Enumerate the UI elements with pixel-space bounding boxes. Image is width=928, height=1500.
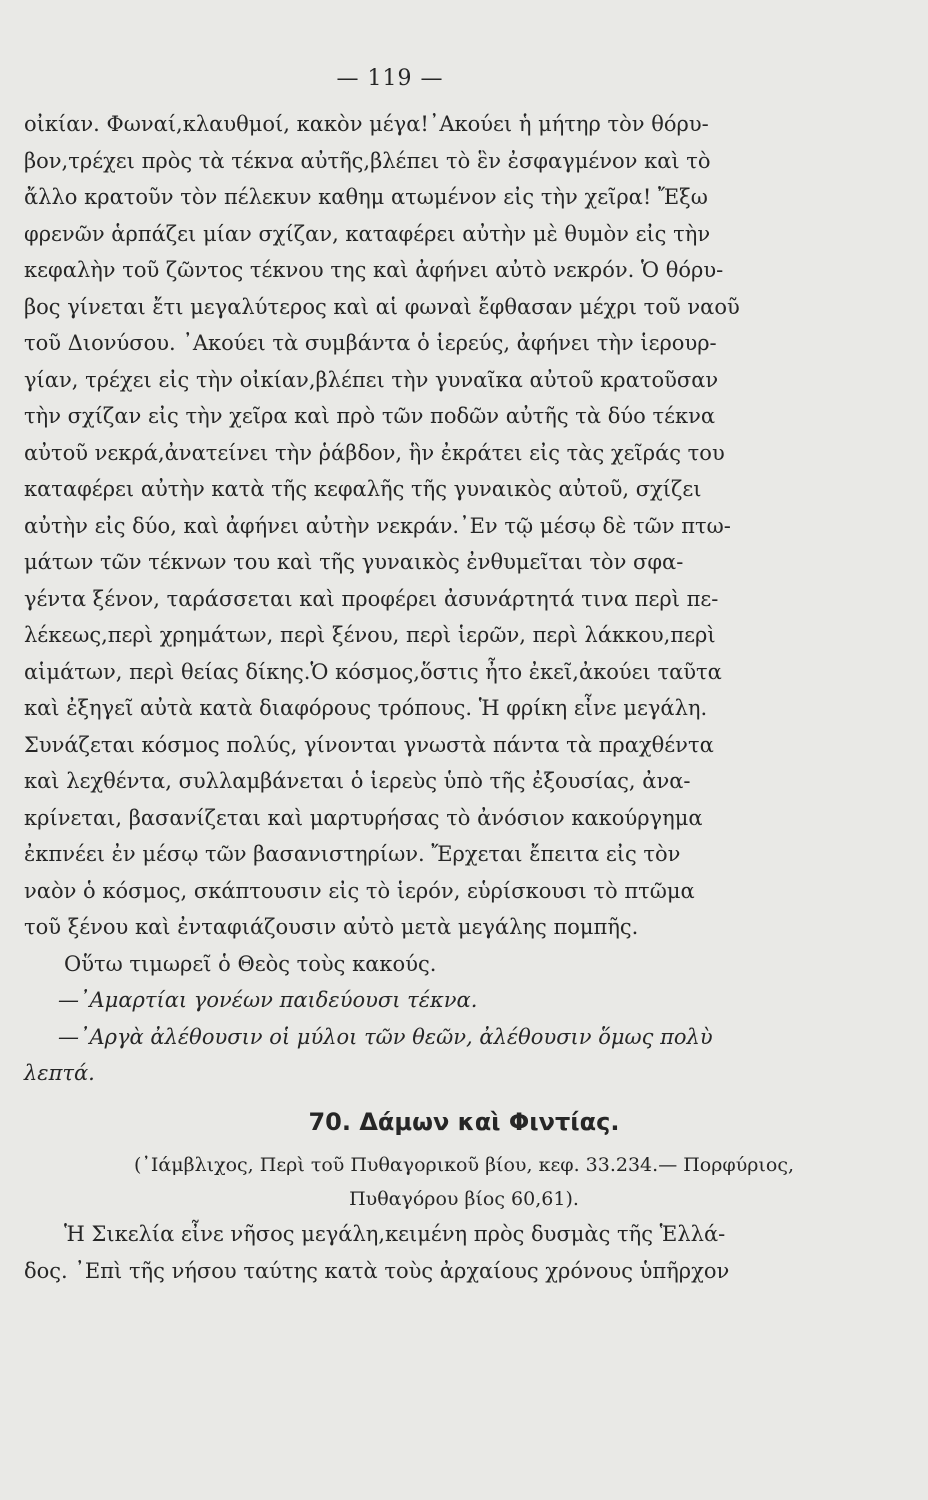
text-line: μάτων τῶν τέκνων του καὶ τῆς γυναικὸς ἐνθυμεῖται τὸν σφα- (24, 550, 684, 574)
text-line: βος γίνεται ἔτι μεγαλύτερος καὶ αἱ φωναὶ ἔφθασαν μέχρι τοῦ ναοῦ (24, 294, 740, 319)
text-line: αὐτοῦ νεκρά,ἀνατείνει τὴν ῥάβδον, ἣν ἐκράτει εἰς τὰς χεῖράς του (24, 440, 725, 465)
text-line: βον,τρέχει πρὸς τὰ τέκνα αὐτῆς,βλέπει τὸ ἓν ἐσφαγμένον καὶ τὸ (24, 148, 711, 173)
text-line: τὴν σχίζαν εἰς τὴν χεῖρα καὶ πρὸ τῶν ποδῶν αὐτῆς τὰ δύο τέκνα (24, 404, 716, 428)
text-line: κρίνεται, βασανίζεται καὶ μαρτυρήσας τὸ ἀνόσιον κακούργημα (24, 805, 703, 830)
moral-line: Οὕτω τιμωρεῖ ὁ Θεὸς τοὺς κακούς. (64, 951, 437, 976)
text-line: καὶ ἐξηγεῖ αὐτὰ κατὰ διαφόρους τρόπους. Ἡ φρίκη εἶνε μεγάλη. (24, 696, 708, 720)
text-line: κεφαλὴν τοῦ ζῶντος τέκνου της καὶ ἀφήνει αὐτὸ νεκρόν. Ὁ θόρυ- (24, 258, 724, 282)
new-story-text (24, 1216, 804, 1289)
text-line: λέκεως,περὶ χρημάτων, περὶ ξένου, περὶ ἱερῶν, περὶ λάκκου,περὶ (24, 623, 716, 647)
text-line: οἰκίαν. Φωναί,κλαυθμοί, κακὸν μέγα!᾽Ακούει ἡ μήτηρ τὸν θόρυ- (24, 112, 709, 136)
text-line: δος. ᾽Επὶ τῆς νήσου ταύτης κατὰ τοὺς ἀρχαίους χρόνους ὑπῆρχον (24, 1258, 730, 1283)
text-line: ἄλλο κρατοῦν τὸν πέλεκυν καθημ ατωμένον εἰς τὴν χεῖρα! Ἔξω (24, 185, 708, 209)
source-line-1: (᾽Ιάμβλιχος, Περὶ τοῦ Πυθαγορικοῦ βίου, κεφ. 33.234.— Πορφύριος, (134, 1154, 794, 1176)
proverb-1: —᾽Αμαρτίαι γονέων παιδεύουσι τέκνα. (58, 988, 478, 1012)
proverb-2-continuation: λεπτά. (24, 1061, 95, 1085)
text-line: γίαν, τρέχει εἰς τὴν οἰκίαν,βλέπει τὴν γυναῖκα αὐτοῦ κρατοῦσαν (24, 367, 719, 392)
text-line: Ἡ Σικελία εἶνε νῆσος μεγάλη,κειμένη πρὸς δυσμὰς τῆς Ἑλλά- (64, 1222, 726, 1246)
page-number: — 119 — (336, 66, 444, 91)
text-line: Συνάζεται κόσμος πολύς, γίνονται γνωστὰ πάντα τὰ πραχθέντα (24, 732, 714, 757)
text-line: τοῦ Διονύσου. ᾽Ακούει τὰ συμβάντα ὁ ἱερεύς, ἀφήνει τὴν ἱερουρ- (24, 331, 717, 355)
text-line: καταφέρει αὐτὴν κατὰ τῆς κεφαλῆς τῆς γυναικὸς αὐτοῦ, σχίζει (24, 477, 702, 501)
text-line: αὐτὴν εἰς δύο, καὶ ἀφήνει αὐτὴν νεκράν.᾽Εν τῷ μέσῳ δὲ τῶν πτω- (24, 513, 731, 538)
story-text (24, 106, 804, 1092)
section-title: 70. Δάμων καὶ Φιντίας. (308, 1108, 620, 1136)
text-line: γέντα ξένον, ταράσσεται καὶ προφέρει ἀσυνάρτητά τινα περὶ πε- (24, 586, 719, 611)
text-line: ἐκπνέει ἐν μέσῳ τῶν βασανιστηρίων. Ἔρχεται ἔπειτα εἰς τὸν (24, 842, 681, 866)
text-line: τοῦ ξένου καὶ ἐνταφιάζουσιν αὐτὸ μετὰ μεγάλης πομπῆς. (24, 915, 639, 939)
source-line-2: Πυθαγόρου βίος 60,61). (349, 1188, 579, 1210)
text-line: ναὸν ὁ κόσμος, σκάπτουσιν εἰς τὸ ἱερόν, εὑρίσκουσι τὸ πτῶμα (24, 878, 695, 903)
text-line: αἱμάτων, περὶ θείας δίκης.Ὁ κόσμος,ὅστις ἦτο ἐκεῖ,ἀκούει ταῦτα (24, 659, 722, 684)
proverb-2: —᾽Αργὰ ἀλέθουσιν οἱ μύλοι τῶν θεῶν, ἀλέθουσιν ὅμως πολὺ (58, 1024, 713, 1049)
text-line: φρενῶν ἁρπάζει μίαν σχίζαν, καταφέρει αὐτὴν μὲ θυμὸν εἰς τὴν (24, 221, 711, 246)
source-citation (0, 1148, 928, 1216)
text-line: καὶ λεχθέντα, συλλαμβάνεται ὁ ἱερεὺς ὑπὸ τῆς ἐξουσίας, ἀνα- (24, 769, 691, 793)
